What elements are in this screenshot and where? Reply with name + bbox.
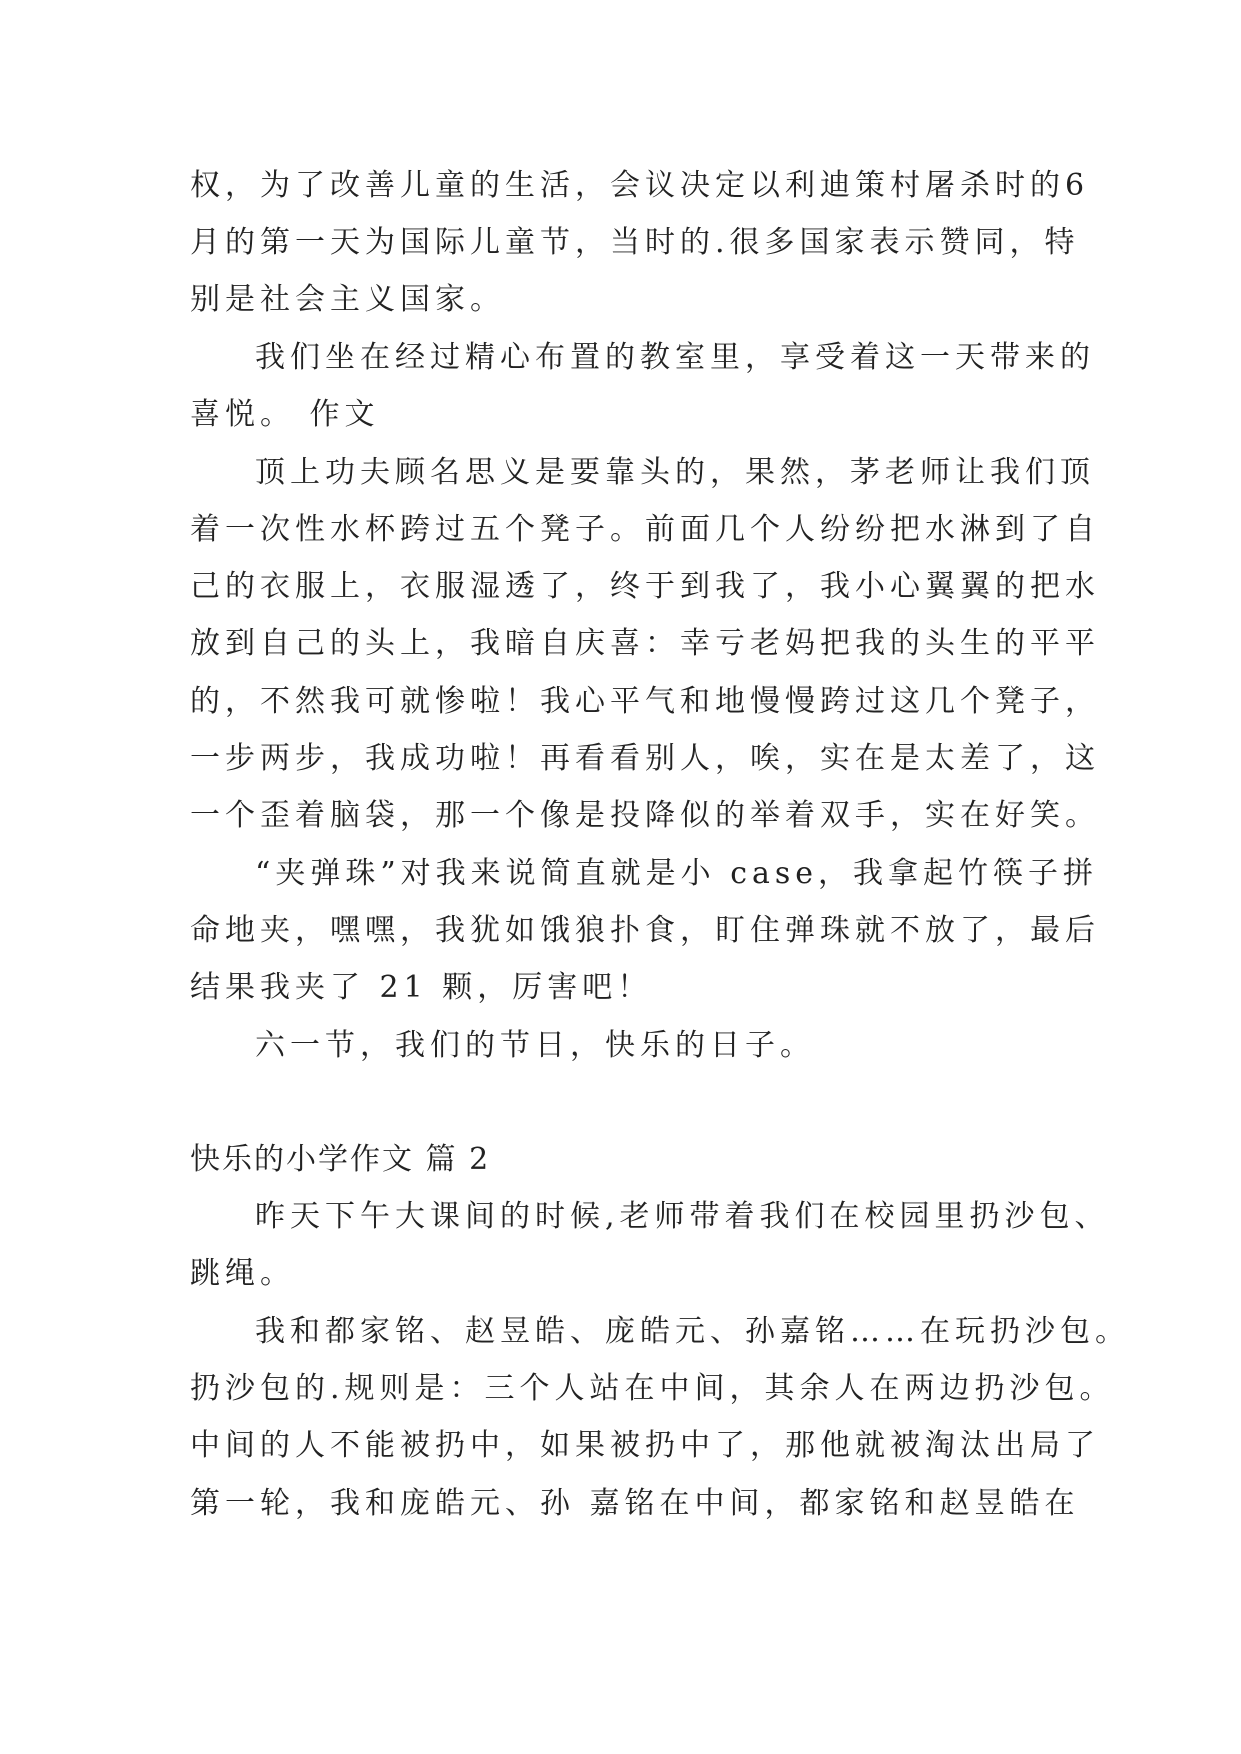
text-line: 扔沙包的.规则是：三个人站在中间，其余人在两边扔沙包。	[190, 1371, 1115, 1406]
text-line: 放到自己的头上，我暗自庆喜：幸亏老妈把我的头生的平平	[190, 626, 1100, 661]
paragraph-first-line: 六一节，我们的节日，快乐的日子。	[255, 1028, 815, 1063]
text-line: 着一次性水杯跨过五个凳子。前面几个人纷纷把水淋到了自	[190, 512, 1100, 547]
text-line: 一个歪着脑袋，那一个像是投降似的举着双手，实在好笑。	[190, 798, 1100, 833]
text-line: 权，为了改善儿童的生活，会议决定以利迪策村屠杀时的6	[190, 168, 1090, 203]
paragraph-first-line: “夹弹珠”对我来说简直就是小 case，我拿起竹筷子拼	[255, 856, 1099, 891]
text-line: 一步两步，我成功啦！再看看别人，唉，实在是太差了，这	[190, 741, 1100, 776]
text-line: 月的第一天为国际儿童节，当时的.很多国家表示赞同，特	[190, 225, 1080, 260]
paragraph-first-line: 我们坐在经过精心布置的教室里，享受着这一天带来的	[255, 340, 1095, 375]
paragraph-first-line: 我和都家铭、赵昱皓、庞皓元、孙嘉铭……在玩扔沙包。	[255, 1314, 1130, 1349]
text-line: 第一轮，我和庞皓元、孙 嘉铭在中间，都家铭和赵昱皓在	[190, 1486, 1080, 1521]
paragraph-first-line: 昨天下午大课间的时候,老师带着我们在校园里扔沙包、	[255, 1199, 1110, 1234]
text-line: 命地夹，嘿嘿，我犹如饿狼扑食，盯住弹珠就不放了，最后	[190, 913, 1100, 948]
text-line: 喜悦。 作文	[190, 397, 380, 432]
paragraph-first-line: 顶上功夫顾名思义是要靠头的，果然，茅老师让我们顶	[255, 455, 1095, 490]
text-line: 己的衣服上，衣服湿透了，终于到我了，我小心翼翼的把水	[190, 569, 1100, 604]
text-line: 跳绳。	[190, 1256, 295, 1291]
text-line: 中间的人不能被扔中，如果被扔中了，那他就被淘汰出局了	[190, 1428, 1100, 1463]
text-line: 别是社会主义国家。	[190, 282, 505, 317]
text-line: 结果我夹了 21 颗，厉害吧！	[190, 970, 653, 1005]
section-heading: 快乐的小学作文 篇 2	[190, 1142, 491, 1177]
text-line: 的，不然我可就惨啦！我心平气和地慢慢跨过这几个凳子，	[190, 684, 1100, 719]
